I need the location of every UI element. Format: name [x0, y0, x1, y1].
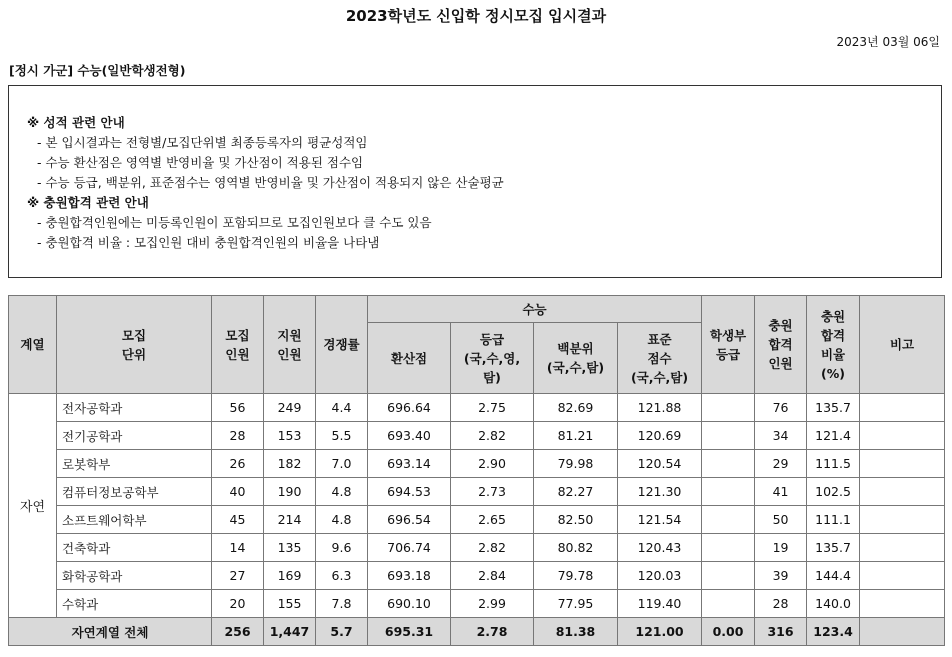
- applicants-cell: 214: [264, 506, 316, 534]
- competition-cell: 4.8: [316, 478, 368, 506]
- header-suneung: 수능: [368, 296, 702, 323]
- extra-ratio-cell: 102.5: [807, 478, 860, 506]
- standard-cell: 120.03: [618, 562, 702, 590]
- extra-cell: 50: [755, 506, 807, 534]
- converted-cell: 690.10: [368, 590, 451, 618]
- standard-cell: 121.54: [618, 506, 702, 534]
- quota-cell: 45: [212, 506, 264, 534]
- header-extra-ratio: 충원 합격 비율 (%): [807, 296, 860, 394]
- total-standard: 121.00: [618, 618, 702, 646]
- header-unit-line1: 모집: [121, 327, 147, 343]
- school-grade-cell: [702, 450, 755, 478]
- notice-item: - 수능 등급, 백분위, 표준점수는 영역별 반영비율 및 가산점이 적용되지 않은 산술평균: [37, 175, 504, 190]
- converted-cell: 696.54: [368, 506, 451, 534]
- percentile-cell: 82.27: [534, 478, 618, 506]
- total-quota: 256: [212, 618, 264, 646]
- grade-cell: 2.75: [451, 394, 534, 422]
- section-title: [정시 가군] 수능(일반학생전형): [9, 63, 186, 78]
- quota-cell: 26: [212, 450, 264, 478]
- extra-ratio-cell: 111.1: [807, 506, 860, 534]
- total-row: [9, 618, 945, 646]
- header-converted: 환산점: [368, 323, 451, 394]
- grade-cell: 2.84: [451, 562, 534, 590]
- extra-ratio-cell: 135.7: [807, 534, 860, 562]
- note-cell: [860, 478, 945, 506]
- header-grade: 등급 (국,수,영, 탐): [451, 323, 534, 394]
- header-unit: [57, 296, 212, 394]
- school-grade-cell: [702, 394, 755, 422]
- table-row: [9, 422, 945, 450]
- unit-cell: 컴퓨터정보공학부: [57, 478, 212, 506]
- total-converted: 695.31: [368, 618, 451, 646]
- converted-cell: 696.64: [368, 394, 451, 422]
- standard-cell: 121.30: [618, 478, 702, 506]
- total-applicants: 1,447: [264, 618, 316, 646]
- standard-cell: 121.88: [618, 394, 702, 422]
- percentile-cell: 81.21: [534, 422, 618, 450]
- results-table: [8, 295, 945, 646]
- note-cell: [860, 394, 945, 422]
- extra-ratio-cell: 111.5: [807, 450, 860, 478]
- percentile-cell: 82.69: [534, 394, 618, 422]
- quota-cell: 14: [212, 534, 264, 562]
- results-body: [9, 394, 945, 646]
- header-note: 비고: [860, 296, 945, 394]
- competition-cell: 7.8: [316, 590, 368, 618]
- notice-box: [8, 85, 942, 278]
- page-title: 2023학년도 신입학 정시모집 입시결과: [345, 7, 607, 25]
- extra-cell: 28: [755, 590, 807, 618]
- percentile-cell: 79.78: [534, 562, 618, 590]
- applicants-cell: 190: [264, 478, 316, 506]
- applicants-cell: 249: [264, 394, 316, 422]
- note-cell: [860, 422, 945, 450]
- extra-cell: 34: [755, 422, 807, 450]
- applicants-cell: 155: [264, 590, 316, 618]
- converted-cell: 693.40: [368, 422, 451, 450]
- standard-cell: 120.43: [618, 534, 702, 562]
- header-gyeyeol: 계열: [9, 296, 57, 394]
- notice-item: - 충원합격인원에는 미등록인원이 포함되므로 모집인원보다 클 수도 있음: [37, 215, 432, 230]
- grade-cell: 2.65: [451, 506, 534, 534]
- table-row: [9, 590, 945, 618]
- standard-cell: 119.40: [618, 590, 702, 618]
- total-note: [860, 618, 945, 646]
- header-percentile: 백분위 (국,수,탐): [534, 323, 618, 394]
- standard-cell: 120.69: [618, 422, 702, 450]
- grade-cell: 2.99: [451, 590, 534, 618]
- unit-cell: 전기공학과: [57, 422, 212, 450]
- note-cell: [860, 506, 945, 534]
- percentile-cell: 79.98: [534, 450, 618, 478]
- competition-cell: 5.5: [316, 422, 368, 450]
- total-percentile: 81.38: [534, 618, 618, 646]
- converted-cell: 693.18: [368, 562, 451, 590]
- unit-cell: 화학공학과: [57, 562, 212, 590]
- competition-cell: 4.8: [316, 506, 368, 534]
- school-grade-cell: [702, 590, 755, 618]
- notice-content: [27, 113, 504, 253]
- school-grade-cell: [702, 534, 755, 562]
- extra-ratio-cell: 135.7: [807, 394, 860, 422]
- gyeyeol-cell: 자연: [9, 394, 57, 618]
- unit-cell: 건축학과: [57, 534, 212, 562]
- quota-cell: 28: [212, 422, 264, 450]
- standard-cell: 120.54: [618, 450, 702, 478]
- extra-ratio-cell: 121.4: [807, 422, 860, 450]
- extra-ratio-cell: 140.0: [807, 590, 860, 618]
- total-competition: 5.7: [316, 618, 368, 646]
- percentile-cell: 77.95: [534, 590, 618, 618]
- header-school-grade: 학생부 등급: [702, 296, 755, 394]
- school-grade-cell: [702, 562, 755, 590]
- extra-cell: 19: [755, 534, 807, 562]
- extra-cell: 41: [755, 478, 807, 506]
- report-date: 2023년 03월 06일: [836, 35, 940, 49]
- percentile-cell: 82.50: [534, 506, 618, 534]
- header-applicants: 지원 인원: [264, 296, 316, 394]
- unit-cell: 수학과: [57, 590, 212, 618]
- table-row: [9, 534, 945, 562]
- total-extra: 316: [755, 618, 807, 646]
- converted-cell: 706.74: [368, 534, 451, 562]
- competition-cell: 7.0: [316, 450, 368, 478]
- table-row: [9, 450, 945, 478]
- total-school-grade: 0.00: [702, 618, 755, 646]
- quota-cell: 56: [212, 394, 264, 422]
- unit-cell: 소프트웨어학부: [57, 506, 212, 534]
- percentile-cell: 80.82: [534, 534, 618, 562]
- header-unit-line2: 단위: [121, 346, 147, 362]
- quota-cell: 40: [212, 478, 264, 506]
- unit-cell: 전자공학과: [57, 394, 212, 422]
- total-label: 자연계열 전체: [9, 618, 212, 646]
- applicants-cell: 169: [264, 562, 316, 590]
- table-row: [9, 562, 945, 590]
- table-row: [9, 394, 945, 422]
- school-grade-cell: [702, 478, 755, 506]
- quota-cell: 20: [212, 590, 264, 618]
- extra-ratio-cell: 144.4: [807, 562, 860, 590]
- notice-item: - 충원합격 비율 : 모집인원 대비 충원합격인원의 비율을 나타냄: [37, 235, 380, 250]
- school-grade-cell: [702, 506, 755, 534]
- header-extra: 충원 합격 인원: [755, 296, 807, 394]
- quota-cell: 27: [212, 562, 264, 590]
- competition-cell: 6.3: [316, 562, 368, 590]
- header-quota: 모집 인원: [212, 296, 264, 394]
- converted-cell: 694.53: [368, 478, 451, 506]
- converted-cell: 693.14: [368, 450, 451, 478]
- notice-item: - 수능 환산점은 영역별 반영비율 및 가산점이 적용된 점수임: [37, 155, 364, 170]
- extra-cell: 39: [755, 562, 807, 590]
- pass-notice-heading: ※ 충원합격 관련 안내: [27, 195, 149, 210]
- total-extra-ratio: 123.4: [807, 618, 860, 646]
- school-grade-cell: [702, 422, 755, 450]
- unit-cell: 로봇학부: [57, 450, 212, 478]
- applicants-cell: 182: [264, 450, 316, 478]
- competition-cell: 9.6: [316, 534, 368, 562]
- note-cell: [860, 450, 945, 478]
- applicants-cell: 153: [264, 422, 316, 450]
- note-cell: [860, 562, 945, 590]
- header-standard: 표준 점수 (국,수,탐): [618, 323, 702, 394]
- grade-notice-heading: ※ 성적 관련 안내: [27, 115, 125, 130]
- table-row: [9, 478, 945, 506]
- grade-cell: 2.90: [451, 450, 534, 478]
- grade-cell: 2.82: [451, 422, 534, 450]
- note-cell: [860, 590, 945, 618]
- total-grade: 2.78: [451, 618, 534, 646]
- grade-cell: 2.82: [451, 534, 534, 562]
- applicants-cell: 135: [264, 534, 316, 562]
- extra-cell: 76: [755, 394, 807, 422]
- extra-cell: 29: [755, 450, 807, 478]
- note-cell: [860, 534, 945, 562]
- grade-cell: 2.73: [451, 478, 534, 506]
- table-row: [9, 506, 945, 534]
- notice-item: - 본 입시결과는 전형별/모집단위별 최종등록자의 평균성적임: [37, 135, 368, 150]
- header-competition: 경쟁률: [316, 296, 368, 394]
- competition-cell: 4.4: [316, 394, 368, 422]
